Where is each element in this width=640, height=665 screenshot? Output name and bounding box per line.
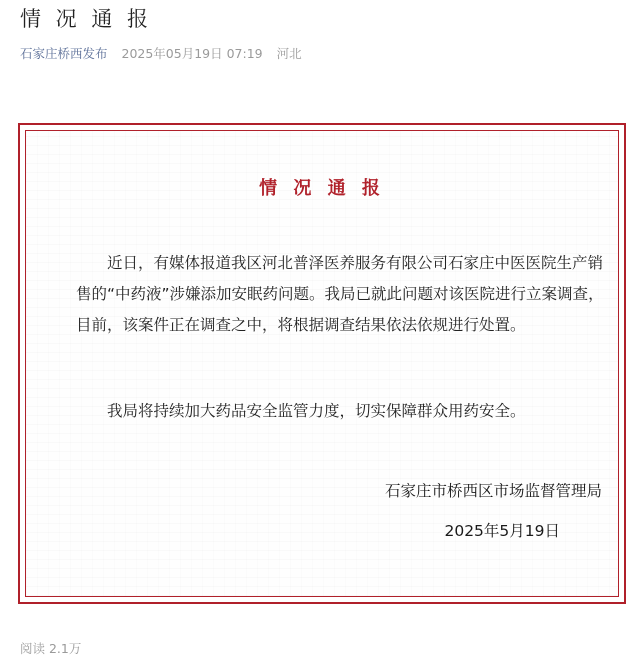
- article-meta: [20, 45, 302, 63]
- publish-location: 河北: [276, 46, 302, 61]
- account-name-link[interactable]: 石家庄桥西发布: [20, 46, 108, 61]
- notice-paragraph: 我局将持续加大药品安全监管力度，切实保障群众用药安全。: [107, 402, 526, 420]
- notice-heading: 情 况 通 报: [259, 178, 385, 199]
- article-title: 情 况 通 报: [20, 7, 153, 31]
- publish-datetime: 2025年05月19日 07:19: [121, 46, 263, 61]
- notice-paragraph: 近日，有媒体报道我区河北普泽医养服务有限公司石家庄中医医院生产销售的“中药液”涉嫌添加安眠药问题。我局已就此问题对该医院进行立案调查，目前，该案件正在调查之中，将根据调查结果依法依规进行处置。: [76, 254, 604, 334]
- notice-date: 2025年5月19日: [444, 522, 560, 540]
- read-count: 阅读 2.1万: [20, 641, 82, 656]
- notice-issuer: 石家庄市桥西区市场监督管理局: [384, 482, 602, 500]
- notice-image: [18, 123, 626, 604]
- notice-inner-border: [25, 130, 619, 597]
